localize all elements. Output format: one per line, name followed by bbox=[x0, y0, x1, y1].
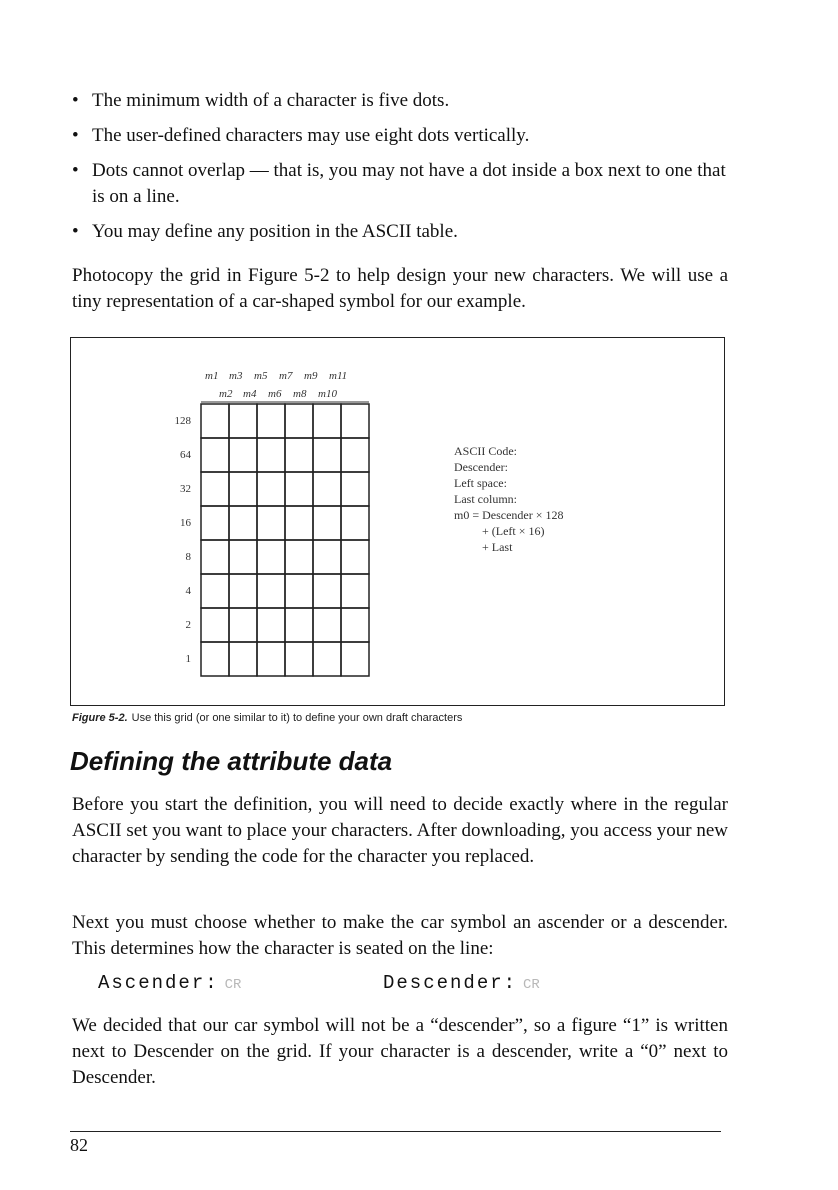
intro-paragraph: Photocopy the grid in Figure 5-2 to help design your new characters. We will use a tiny representation of a car-shaped symbol for our example. bbox=[72, 265, 728, 312]
col-label: m11 bbox=[329, 370, 348, 382]
col-label: m7 bbox=[279, 370, 293, 382]
caption-label: Figure 5-2. bbox=[72, 712, 128, 724]
rules-list bbox=[72, 88, 732, 254]
info-descender: Descender: bbox=[454, 460, 508, 474]
grid-cell bbox=[313, 540, 341, 574]
grid-cell bbox=[285, 540, 313, 574]
col-label: m6 bbox=[268, 388, 282, 400]
info-formula-last: + Last bbox=[482, 540, 513, 554]
grid-cell bbox=[201, 540, 229, 574]
grid-cell bbox=[313, 574, 341, 608]
info-ascii-code: ASCII Code: bbox=[454, 444, 517, 458]
list-item: • You may define any position in the ASCII table. bbox=[72, 219, 732, 245]
grid-cell bbox=[285, 472, 313, 506]
grid-cell bbox=[257, 574, 285, 608]
grid-cell bbox=[285, 608, 313, 642]
cr-glyph-ascender: CR bbox=[224, 977, 242, 993]
row-label: 16 bbox=[180, 517, 191, 529]
row-label: 64 bbox=[180, 449, 191, 461]
grid-cell bbox=[201, 472, 229, 506]
grid-cell bbox=[313, 608, 341, 642]
grid-cell bbox=[285, 642, 313, 676]
row-label: 32 bbox=[180, 483, 191, 495]
row-label: 2 bbox=[185, 619, 191, 631]
list-item: • The user-defined characters may use eight dots vertically. bbox=[72, 123, 732, 149]
ascender-label: Ascender: bbox=[98, 972, 219, 994]
figure-caption bbox=[72, 712, 462, 724]
grid-cell bbox=[257, 404, 285, 438]
grid-cell bbox=[257, 472, 285, 506]
grid-cell bbox=[257, 506, 285, 540]
grid-cell bbox=[341, 540, 369, 574]
section-heading: Defining the attribute data bbox=[70, 746, 393, 776]
grid-cell bbox=[201, 404, 229, 438]
col-label: m1 bbox=[205, 370, 219, 382]
row-label: 128 bbox=[174, 415, 191, 427]
grid-cell bbox=[257, 608, 285, 642]
grid-cell bbox=[313, 642, 341, 676]
list-item: • The minimum width of a character is five dots. bbox=[72, 88, 732, 114]
col-label: m4 bbox=[243, 388, 257, 400]
col-label: m8 bbox=[293, 388, 307, 400]
grid-cell bbox=[201, 574, 229, 608]
bottom-column-labels bbox=[219, 388, 337, 400]
grid-cell bbox=[229, 540, 257, 574]
grid-cell bbox=[285, 438, 313, 472]
design-grid-figure bbox=[71, 338, 724, 705]
dot-grid bbox=[201, 404, 369, 676]
grid-cell bbox=[341, 438, 369, 472]
col-label: m5 bbox=[254, 370, 268, 382]
grid-cell bbox=[341, 472, 369, 506]
grid-cell bbox=[257, 540, 285, 574]
grid-cell bbox=[341, 642, 369, 676]
grid-cell bbox=[285, 404, 313, 438]
grid-cell bbox=[229, 438, 257, 472]
grid-cell bbox=[313, 472, 341, 506]
grid-cell bbox=[313, 438, 341, 472]
grid-cell bbox=[341, 608, 369, 642]
col-label: m9 bbox=[304, 370, 318, 382]
descender-example bbox=[383, 972, 540, 994]
info-left-space: Left space: bbox=[454, 476, 507, 490]
grid-cell bbox=[201, 438, 229, 472]
row-labels bbox=[175, 415, 192, 665]
paragraph-ascender-descender: Next you must choose whether to make the car symbol an ascender or a descender. This determines how the character is seated on the line: bbox=[72, 912, 728, 959]
paragraph-definition: Before you start the definition, you will need to decide exactly where in the regular ASCII set you want to place your characters. After downloading, you access your new character by sending the code for the character you replaced. bbox=[72, 794, 728, 867]
info-formula-left: + (Left × 16) bbox=[482, 524, 545, 538]
grid-cell bbox=[313, 506, 341, 540]
grid-cell bbox=[229, 472, 257, 506]
info-last-column: Last column: bbox=[454, 492, 517, 506]
cr-glyph-descender: CR bbox=[523, 977, 540, 993]
list-item: • Dots cannot overlap — that is, you may not have a dot inside a box next to one that is on a line. bbox=[72, 158, 732, 210]
grid-cell bbox=[341, 574, 369, 608]
row-label: 1 bbox=[185, 653, 191, 665]
grid-cell bbox=[201, 608, 229, 642]
grid-cell bbox=[229, 642, 257, 676]
grid-cell bbox=[257, 438, 285, 472]
info-formula: m0 = Descender × 128 bbox=[454, 508, 564, 522]
page-number: 82 bbox=[70, 1135, 88, 1155]
grid-cell bbox=[229, 506, 257, 540]
grid-cell bbox=[229, 404, 257, 438]
grid-cell bbox=[341, 404, 369, 438]
grid-cell bbox=[229, 608, 257, 642]
col-label: m3 bbox=[229, 370, 243, 382]
paragraph-conclusion: We decided that our car symbol will not be a “descender”, so a figure “1” is written next to Descender on the grid. If your character is a descender, write a “0” next to Descender. bbox=[72, 1015, 728, 1088]
row-label: 8 bbox=[185, 551, 191, 563]
descender-label: Descender: bbox=[383, 972, 518, 994]
attribute-info bbox=[454, 444, 564, 554]
grid-cell bbox=[201, 506, 229, 540]
footer-rule bbox=[70, 1131, 721, 1132]
row-label: 4 bbox=[185, 585, 191, 597]
figure-5-2-box bbox=[70, 337, 725, 706]
grid-cell bbox=[285, 506, 313, 540]
col-label: m10 bbox=[318, 388, 337, 400]
grid-cell bbox=[341, 506, 369, 540]
grid-cell bbox=[313, 404, 341, 438]
ascender-example bbox=[98, 972, 241, 994]
grid-cell bbox=[285, 574, 313, 608]
grid-cell bbox=[229, 574, 257, 608]
grid-cell bbox=[201, 642, 229, 676]
grid-cell bbox=[257, 642, 285, 676]
top-column-labels bbox=[205, 370, 347, 382]
caption-text: Use this grid (or one similar to it) to define your own draft characters bbox=[131, 712, 463, 724]
col-label: m2 bbox=[219, 388, 233, 400]
